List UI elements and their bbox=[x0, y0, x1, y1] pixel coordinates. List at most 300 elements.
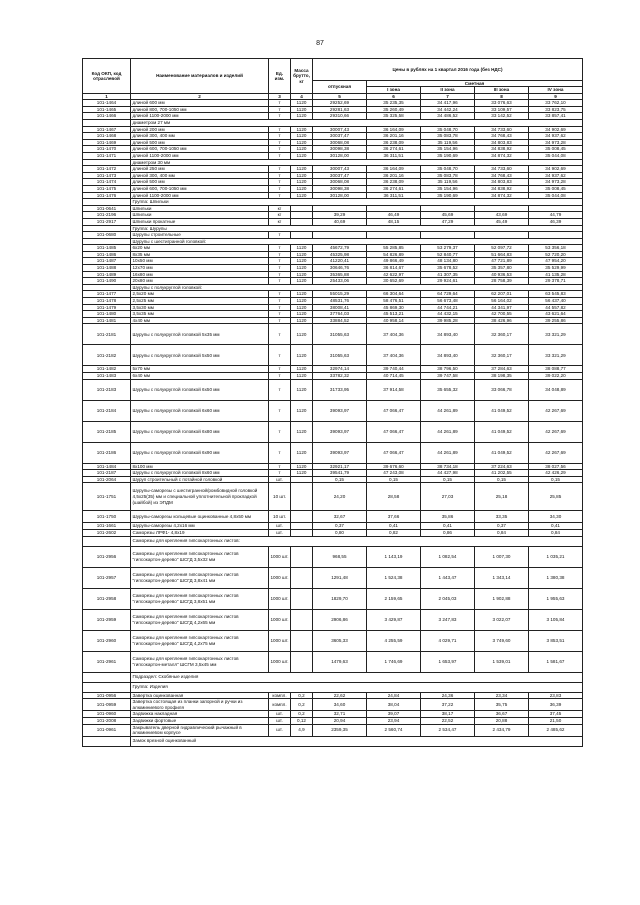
price-cell: 35365,88 bbox=[313, 271, 367, 278]
price-cell: 56 437,40 bbox=[529, 298, 583, 305]
price-cell: 2 434,79 bbox=[475, 724, 529, 736]
price-cell: 45325,98 bbox=[313, 251, 367, 258]
section-title: диаметром 30 мм bbox=[131, 159, 583, 166]
price-cell: 38 796,50 bbox=[421, 366, 475, 373]
price-cell: 37,22 bbox=[421, 699, 475, 711]
price-cell: 3 749,60 bbox=[475, 630, 529, 651]
table-row bbox=[83, 373, 583, 380]
item-code: 101-2602 bbox=[83, 529, 131, 536]
price-cell: 34 973,28 bbox=[529, 179, 583, 186]
price-cell: 44 261,89 bbox=[421, 442, 475, 463]
item-code: 101-1473 bbox=[83, 172, 131, 179]
item-name: Шурупы-саморезы кольцевые оцинкованные 4,8х50 мм bbox=[131, 511, 269, 523]
table-row bbox=[83, 185, 583, 192]
item-unit: компл. bbox=[269, 692, 291, 699]
item-name: 3,5х35 мм bbox=[131, 311, 269, 318]
column-number: 8 bbox=[475, 93, 529, 99]
item-unit: т bbox=[269, 133, 291, 140]
table-row bbox=[83, 212, 583, 219]
table-row bbox=[83, 126, 583, 133]
price-cell: 45,49 bbox=[475, 218, 529, 225]
price-cell: 46,49 bbox=[367, 212, 421, 219]
item-code: 101-1661 bbox=[83, 523, 131, 530]
price-cell: 35 190,69 bbox=[421, 152, 475, 159]
price-cell: 2906,86 bbox=[313, 609, 367, 630]
price-cell: 0,84 bbox=[475, 529, 529, 536]
item-mass: 4,9 bbox=[291, 724, 313, 736]
table-row bbox=[83, 245, 583, 252]
price-cell: 1 524,38 bbox=[367, 567, 421, 588]
item-code: 101-1468 bbox=[83, 133, 131, 140]
price-cell: 43,69 bbox=[475, 212, 529, 219]
price-cell: 38,04 bbox=[367, 699, 421, 711]
price-cell: 39093,97 bbox=[313, 442, 367, 463]
table-row bbox=[83, 400, 583, 421]
price-cell: 34 893,40 bbox=[421, 324, 475, 345]
item-mass: 1120 bbox=[291, 100, 313, 107]
header-unit: Ед. изм. bbox=[269, 59, 291, 94]
table-row bbox=[83, 100, 583, 107]
item-mass bbox=[291, 476, 313, 483]
item-mass: 1120 bbox=[291, 251, 313, 258]
header-zone-1: I зона bbox=[367, 87, 421, 93]
item-name: 16х80 мм bbox=[131, 271, 269, 278]
price-cell: 31733,95 bbox=[313, 379, 367, 400]
item-unit: 1000 шт. bbox=[269, 546, 291, 567]
price-cell: 1 143,19 bbox=[367, 546, 421, 567]
price-cell: 0,15 bbox=[313, 476, 367, 483]
price-cell: 38 027,56 bbox=[529, 463, 583, 470]
table-row bbox=[83, 588, 583, 609]
price-cell: 35,75 bbox=[475, 699, 529, 711]
price-cell: 3 247,83 bbox=[421, 609, 475, 630]
table-row bbox=[83, 278, 583, 285]
price-cell: 32,67 bbox=[313, 511, 367, 523]
price-cell: 47 066,47 bbox=[367, 442, 421, 463]
price-cell: 48,15 bbox=[367, 218, 421, 225]
item-mass: 1120 bbox=[291, 245, 313, 252]
table-row bbox=[83, 205, 583, 212]
table-row bbox=[83, 225, 583, 232]
table-row bbox=[83, 284, 583, 291]
item-mass: 0,12 bbox=[291, 717, 313, 724]
item-code: 101-2957 bbox=[83, 567, 131, 588]
price-cell: 55015,29 bbox=[313, 291, 367, 298]
price-cell: 35 119,56 bbox=[421, 139, 475, 146]
item-mass: 1120 bbox=[291, 291, 313, 298]
price-cell: 35 083,78 bbox=[421, 133, 475, 140]
price-cell: 37 224,63 bbox=[475, 463, 529, 470]
price-cell: 2 159,65 bbox=[367, 588, 421, 609]
price-cell: 2 534,47 bbox=[421, 724, 475, 736]
item-code: 101-0959 bbox=[83, 699, 131, 711]
price-cell: 34 486,52 bbox=[421, 113, 475, 120]
table-row bbox=[83, 298, 583, 305]
price-cell: 42 267,69 bbox=[529, 400, 583, 421]
table-row bbox=[83, 192, 583, 199]
item-mass bbox=[291, 588, 313, 609]
price-cell: 3 022,07 bbox=[475, 609, 529, 630]
price-table bbox=[82, 58, 583, 747]
item-mass: 1120 bbox=[291, 133, 313, 140]
table-row bbox=[83, 546, 583, 567]
table-row bbox=[83, 651, 583, 672]
item-unit: кг bbox=[269, 212, 291, 219]
price-cell: 36 164,09 bbox=[367, 166, 421, 173]
price-cell: 29252,69 bbox=[313, 100, 367, 107]
item-name: длиной 600, 700-1050 мм bbox=[131, 146, 269, 153]
price-cell: 47 066,47 bbox=[367, 400, 421, 421]
item-name: Шурупы с полукруглой головкой 6х50 мм bbox=[131, 379, 269, 400]
column-number: 4 bbox=[291, 93, 313, 99]
item-code: 101-2956 bbox=[83, 546, 131, 567]
item-name: Саморезы ЛРФ1- 4,8х19 bbox=[131, 529, 269, 536]
item-mass bbox=[291, 651, 313, 672]
price-cell: 0,82 bbox=[367, 529, 421, 536]
item-mass: 1120 bbox=[291, 366, 313, 373]
price-cell: 29310,66 bbox=[313, 113, 367, 120]
item-mass: 0,2 bbox=[291, 711, 313, 718]
item-mass: 1120 bbox=[291, 139, 313, 146]
price-cell: 36 814,67 bbox=[367, 265, 421, 272]
price-cell: 34 937,62 bbox=[529, 172, 583, 179]
item-code: 101-1475 bbox=[83, 185, 131, 192]
price-cell: 44 557,82 bbox=[529, 304, 583, 311]
item-mass: 1120 bbox=[291, 442, 313, 463]
price-cell: 53 356,18 bbox=[529, 245, 583, 252]
table-row bbox=[83, 238, 583, 245]
item-unit: т bbox=[269, 324, 291, 345]
price-cell: 38 088,77 bbox=[529, 366, 583, 373]
price-cell: 0,86 bbox=[421, 529, 475, 536]
item-mass: 1120 bbox=[291, 166, 313, 173]
price-cell: 34 973,28 bbox=[529, 139, 583, 146]
price-cell: 40,69 bbox=[313, 218, 367, 225]
price-cell: 1 380,38 bbox=[529, 567, 583, 588]
price-cell: 30037,47 bbox=[313, 172, 367, 179]
price-cell: 0,41 bbox=[421, 523, 475, 530]
item-unit: 1000 шт. bbox=[269, 588, 291, 609]
price-cell: 30646,76 bbox=[313, 265, 367, 272]
item-name: длиной 200 мм bbox=[131, 126, 269, 133]
item-unit: т bbox=[269, 298, 291, 305]
price-cell: 24,36 bbox=[421, 692, 475, 699]
table-row bbox=[83, 218, 583, 225]
item-unit: 1000 шт. bbox=[269, 630, 291, 651]
price-cell: 36 201,16 bbox=[367, 133, 421, 140]
price-cell: 33 857,41 bbox=[529, 113, 583, 120]
header-zone-2: II зона bbox=[421, 87, 475, 93]
price-cell: 25,18 bbox=[475, 483, 529, 511]
price-cell: 47 954,20 bbox=[529, 258, 583, 265]
item-name: Закрыватель дверной гидравлический рычажный в алюминиевом корпусе bbox=[131, 724, 269, 736]
price-cell: 34,60 bbox=[313, 699, 367, 711]
price-cell: 0,15 bbox=[475, 476, 529, 483]
price-cell: 39093,97 bbox=[313, 400, 367, 421]
price-cell: 38 734,18 bbox=[421, 463, 475, 470]
price-cell: 63 545,83 bbox=[529, 291, 583, 298]
price-cell: 47,29 bbox=[421, 218, 475, 225]
price-cell: 34 768,43 bbox=[475, 133, 529, 140]
item-name: 2,5х20 мм bbox=[131, 291, 269, 298]
table-row bbox=[83, 251, 583, 258]
table-row bbox=[83, 265, 583, 272]
price-cell: 41 049,52 bbox=[475, 400, 529, 421]
price-cell: 35,86 bbox=[421, 511, 475, 523]
item-name: 4х40 мм bbox=[131, 317, 269, 324]
item-name: длиной 300, 400 мм bbox=[131, 133, 269, 140]
price-cell: 0,37 bbox=[475, 523, 529, 530]
empty-cell bbox=[83, 120, 131, 127]
item-name: 8х35 мм bbox=[131, 251, 269, 258]
item-unit: т bbox=[269, 400, 291, 421]
item-mass: 1120 bbox=[291, 152, 313, 159]
item-code: 101-1464 bbox=[83, 100, 131, 107]
price-cell: 1 539,01 bbox=[475, 651, 529, 672]
item-unit: кг bbox=[269, 205, 291, 212]
item-code: 101-2183 bbox=[83, 379, 131, 400]
item-code: 101-1484 bbox=[83, 463, 131, 470]
item-unit: 1000 шт. bbox=[269, 651, 291, 672]
price-cell bbox=[313, 232, 367, 239]
item-mass bbox=[291, 523, 313, 530]
page-number: 87 bbox=[316, 40, 324, 47]
price-cell: 40 936,53 bbox=[475, 271, 529, 278]
table-row bbox=[83, 470, 583, 477]
item-code: 101-2960 bbox=[83, 630, 131, 651]
item-code: 101-1474 bbox=[83, 179, 131, 186]
item-mass bbox=[291, 609, 313, 630]
price-cell: 47 066,47 bbox=[367, 421, 421, 442]
price-cell: 41 049,52 bbox=[475, 421, 529, 442]
item-code: 101-1478 bbox=[83, 298, 131, 305]
item-mass: 1120 bbox=[291, 146, 313, 153]
item-name: 10х50 мм bbox=[131, 258, 269, 265]
column-number: 2 bbox=[131, 93, 269, 99]
price-cell: 34 893,40 bbox=[421, 345, 475, 366]
table-row bbox=[83, 166, 583, 173]
item-code: 101-2917 bbox=[83, 218, 131, 225]
item-unit: кг bbox=[269, 218, 291, 225]
price-cell: 42 267,69 bbox=[529, 442, 583, 463]
item-name: длиной 600, 700-1050 мм bbox=[131, 185, 269, 192]
price-cell: 40 958,14 bbox=[367, 317, 421, 324]
item-name: Завертка оцинкованная bbox=[131, 692, 269, 699]
price-cell: 38 198,35 bbox=[475, 373, 529, 380]
table-row bbox=[83, 106, 583, 113]
price-cell: 38 426,96 bbox=[475, 317, 529, 324]
price-cell: 1 746,69 bbox=[367, 651, 421, 672]
price-cell: 0,80 bbox=[313, 529, 367, 536]
item-code: 101-1488 bbox=[83, 265, 131, 272]
price-cell: 27,03 bbox=[421, 483, 475, 511]
item-mass: 1120 bbox=[291, 185, 313, 192]
price-cell: 34 803,83 bbox=[475, 179, 529, 186]
section-title: Замок врезной оцинкованный bbox=[131, 736, 583, 746]
price-cell: 49 866,49 bbox=[367, 258, 421, 265]
price-cell: 30007,43 bbox=[313, 126, 367, 133]
table-row bbox=[83, 172, 583, 179]
item-unit: т bbox=[269, 179, 291, 186]
price-cell: 0,84 bbox=[529, 529, 583, 536]
item-code: 101-1485 bbox=[83, 245, 131, 252]
price-cell: 39,29 bbox=[313, 212, 367, 219]
price-cell: 44 261,89 bbox=[421, 421, 475, 442]
price-cell: 35 119,56 bbox=[421, 179, 475, 186]
price-cell: 4 255,59 bbox=[367, 630, 421, 651]
item-name: Завертка состоящая из планки запорной и ручки из алюминиевого профиля bbox=[131, 699, 269, 711]
item-unit: т bbox=[269, 146, 291, 153]
item-unit: т bbox=[269, 379, 291, 400]
price-cell: 35 083,78 bbox=[421, 172, 475, 179]
table-row bbox=[83, 421, 583, 442]
item-name: Саморезы для крепления гипсокартонных листов "гипсокартон-металл" ШСГМ 3,5х45 мм bbox=[131, 651, 269, 672]
price-cell: 29281,63 bbox=[313, 106, 367, 113]
price-cell: 36 201,16 bbox=[367, 172, 421, 179]
price-cell: 35 655,32 bbox=[421, 379, 475, 400]
price-cell: 44 744,21 bbox=[421, 304, 475, 311]
item-unit: т bbox=[269, 100, 291, 107]
price-cell: 0,41 bbox=[367, 523, 421, 530]
item-unit: шт. bbox=[269, 711, 291, 718]
table-row bbox=[83, 291, 583, 298]
price-cell: 38,17 bbox=[421, 711, 475, 718]
price-cell: 37764,03 bbox=[313, 311, 367, 318]
item-unit: т bbox=[269, 245, 291, 252]
price-cell: 30098,38 bbox=[313, 146, 367, 153]
price-cell: 36,67 bbox=[475, 711, 529, 718]
price-cell bbox=[421, 205, 475, 212]
table-row bbox=[83, 271, 583, 278]
item-mass: 1120 bbox=[291, 379, 313, 400]
table-row bbox=[83, 711, 583, 718]
price-cell: 3 429,87 bbox=[367, 609, 421, 630]
item-code: 101-2008 bbox=[83, 717, 131, 724]
price-cell: 22,62 bbox=[313, 692, 367, 699]
price-cell: 36 164,09 bbox=[367, 126, 421, 133]
table-body bbox=[83, 100, 583, 747]
price-cell: 41 049,52 bbox=[475, 442, 529, 463]
item-code: 101-2064 bbox=[83, 476, 131, 483]
price-cell: 52 097,72 bbox=[475, 245, 529, 252]
price-cell: 1 653,97 bbox=[421, 651, 475, 672]
price-cell: 48 134,80 bbox=[421, 258, 475, 265]
item-name: длиной 250 мм bbox=[131, 166, 269, 173]
price-cell: 22,52 bbox=[421, 717, 475, 724]
price-cell: 25,85 bbox=[529, 483, 583, 511]
column-number: 3 bbox=[269, 93, 291, 99]
price-cell: 54 826,89 bbox=[367, 251, 421, 258]
price-cell: 1479,63 bbox=[313, 651, 367, 672]
price-cell: 35 529,99 bbox=[529, 265, 583, 272]
empty-cell bbox=[83, 225, 131, 232]
item-code: 101-1486 bbox=[83, 251, 131, 258]
table-row bbox=[83, 199, 583, 206]
item-name: 3,5х30 мм bbox=[131, 304, 269, 311]
table-row bbox=[83, 113, 583, 120]
item-code: 101-1487 bbox=[83, 258, 131, 265]
item-code: 101-1489 bbox=[83, 271, 131, 278]
item-code: 101-2181 bbox=[83, 324, 131, 345]
item-name: Шпильки прокатные bbox=[131, 218, 269, 225]
item-mass: 1120 bbox=[291, 345, 313, 366]
price-cell: 52 720,20 bbox=[529, 251, 583, 258]
price-cell: 37 404,36 bbox=[367, 324, 421, 345]
item-unit: 1000 шт. bbox=[269, 609, 291, 630]
item-name: 5х70 мм bbox=[131, 366, 269, 373]
item-unit: т bbox=[269, 192, 291, 199]
item-name: Саморезы для крепления гипсокартонных листов "гипсокартон-дерево" ШСГД 3,8х41 мм bbox=[131, 567, 269, 588]
table-row bbox=[83, 442, 583, 463]
table-row bbox=[83, 476, 583, 483]
empty-cell bbox=[83, 199, 131, 206]
price-cell bbox=[475, 205, 529, 212]
item-unit: шт. bbox=[269, 523, 291, 530]
price-cell: 32974,14 bbox=[313, 366, 367, 373]
item-name: Саморезы для крепления гипсокартонных листов "гипсокартон-дерево" ШСГД 3,8х51 мм bbox=[131, 588, 269, 609]
item-code: 101-1465 bbox=[83, 106, 131, 113]
price-cell: 39 740,44 bbox=[367, 366, 421, 373]
price-cell: 37 284,63 bbox=[475, 366, 529, 373]
item-mass bbox=[291, 529, 313, 536]
price-cell: 45,69 bbox=[421, 212, 475, 219]
price-cell: 0,41 bbox=[529, 523, 583, 530]
price-cell: 40 714,45 bbox=[367, 373, 421, 380]
table-row bbox=[83, 311, 583, 318]
price-cell: 44,79 bbox=[529, 212, 583, 219]
item-name: Шурупы с полукруглой головкой 6х90 мм bbox=[131, 442, 269, 463]
price-cell: 33884,52 bbox=[313, 317, 367, 324]
item-mass: 0,2 bbox=[291, 699, 313, 711]
item-unit: т bbox=[269, 271, 291, 278]
price-cell: 38008,41 bbox=[313, 304, 367, 311]
price-cell: 30068,08 bbox=[313, 179, 367, 186]
item-name: Шурупы-саморезы с шестигранной/ромбовидной головкой 4,5х25(35) мм и специальной уплотнительной прокладкой (шайбой) из ЭПДМ bbox=[131, 483, 269, 511]
item-unit: 10 шт. bbox=[269, 483, 291, 511]
table-row bbox=[83, 120, 583, 127]
table-row bbox=[83, 672, 583, 682]
table-row bbox=[83, 483, 583, 511]
price-cell: 28 758,39 bbox=[475, 278, 529, 285]
price-cell: 34,30 bbox=[529, 511, 583, 523]
table-row bbox=[83, 717, 583, 724]
item-unit: 1000 шт. bbox=[269, 567, 291, 588]
table-row bbox=[83, 179, 583, 186]
section-title: диаметром 27 мм bbox=[131, 120, 583, 127]
item-code: 101-1482 bbox=[83, 366, 131, 373]
price-cell: 39 255,86 bbox=[529, 317, 583, 324]
price-cell: 32,71 bbox=[313, 711, 367, 718]
price-cell: 34 442,24 bbox=[421, 106, 475, 113]
item-unit: шт. bbox=[269, 717, 291, 724]
price-cell: 47 243,08 bbox=[367, 470, 421, 477]
item-code: 101-1470 bbox=[83, 146, 131, 153]
item-unit: т bbox=[269, 265, 291, 272]
item-unit: т bbox=[269, 291, 291, 298]
price-cell: 56 164,02 bbox=[475, 298, 529, 305]
empty-cell bbox=[83, 682, 131, 692]
section-title: Группа: Шурупы bbox=[131, 225, 583, 232]
price-cell: 34 733,60 bbox=[475, 166, 529, 173]
item-unit: т bbox=[269, 470, 291, 477]
item-code: 101-1476 bbox=[83, 192, 131, 199]
price-cell: 35 044,08 bbox=[529, 192, 583, 199]
empty-cell bbox=[83, 736, 131, 746]
price-cell: 25433,06 bbox=[313, 278, 367, 285]
item-name: Шуруп строительный с потайной головкой bbox=[131, 476, 269, 483]
item-unit: т bbox=[269, 106, 291, 113]
price-cell: 35 008,45 bbox=[529, 185, 583, 192]
